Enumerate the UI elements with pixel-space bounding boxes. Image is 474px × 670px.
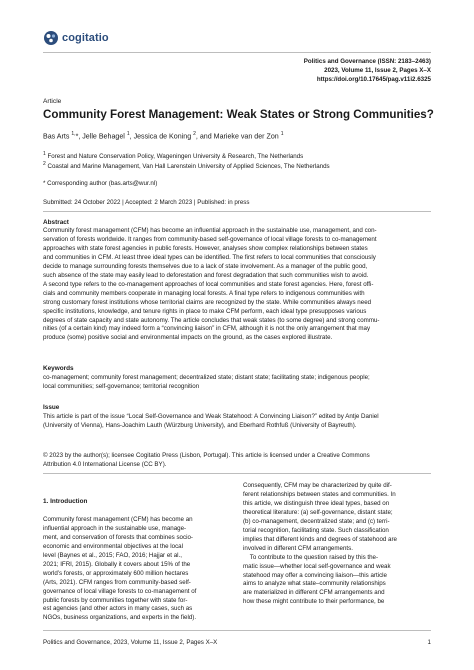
submission-dates: Submitted: 24 October 2022 | Accepted: 2 March 2023 | Published: in press	[43, 199, 250, 206]
abstract-line: servation of forests worldwide. It ranges from community-based self-governance of local village forests to co-management	[43, 235, 377, 243]
abstract-line: such absence of the state may easily lead to deforestation and forest degradation that such communities wish to avoid.	[43, 271, 369, 279]
body-line: public forests by communities together with state for-	[43, 596, 188, 604]
body-line: influential approach in the sustainable use, manage-	[43, 524, 187, 532]
author-sup: 1	[280, 131, 284, 137]
author-text: , and Marieke van der Zon	[195, 132, 281, 141]
body-line: (b) co-management, decentralized state; and (c) terri-	[243, 517, 390, 525]
copyright-notice	[43, 452, 431, 470]
copyright-line: © 2023 by the author(s); licensee Cogitatio Press (Lisbon, Portugal). This article is licensed under a Creative Commons	[43, 452, 370, 459]
body-column-left	[43, 498, 231, 623]
body-line: est agencies (and other actors in many cases, such as	[43, 605, 193, 613]
body-line: Consequently, CFM may be characterized by quite dif-	[243, 482, 392, 489]
author-sup: 2	[193, 131, 196, 137]
body-line: ferent relationships between states and communities. In	[243, 490, 396, 498]
affiliation-number: 1	[43, 151, 46, 157]
abstract-line: specific institutions, knowledge, and tenure rights in place to make CFM perform, each ideal type presupposes various	[43, 307, 367, 315]
keywords-body	[43, 374, 431, 392]
body-line: this article, we distinguish three ideal types, based on	[243, 499, 390, 507]
abstract-line: approaches with state forest agencies in public forests. However, analyses show complex relationships between states	[43, 244, 368, 252]
footer-citation: Politics and Governance, 2023, Volume 11, Issue 2, Pages X–X	[43, 639, 218, 646]
header-divider	[43, 52, 431, 53]
dates-divider	[43, 211, 431, 212]
body-line: world’s forests, or approximately 600 million hectares	[43, 569, 189, 577]
abstract-line: nities (of a certain kind) may indeed form a “convincing liaison” in CFM, although it is not the only arrangement that may	[43, 325, 371, 333]
affiliation-number: 2	[43, 161, 46, 167]
body-line: To contribute to the question raised by this the-	[243, 553, 379, 561]
cogitatio-logo	[43, 30, 109, 46]
body-line: are materialized in different CFM arrangements and	[243, 589, 385, 597]
author-sup: 1	[126, 131, 130, 137]
issue-body	[43, 413, 431, 431]
body-divider	[43, 473, 431, 474]
abstract-line: strong customary forest institutions whose territorial claims are recognized by the state. While communities always need	[43, 298, 372, 306]
body-line: ment, and conservation of forests that combines socio-	[43, 533, 193, 541]
journal-info	[304, 57, 431, 85]
body-line: NGOs, business organizations, and experts in the field).	[43, 614, 197, 622]
author-sup: 1,	[71, 131, 76, 137]
affiliation	[43, 151, 303, 160]
body-line: torial recognition, facilitating state. Such classification	[243, 526, 389, 534]
abstract-line: A second type refers to the co-management approaches of local communities and state forest agencies. Here, forest offi-	[43, 280, 374, 288]
issue-heading: Issue	[43, 404, 60, 411]
journal-doi[interactable]: https://doi.org/10.17645/pag.v11i2.6325	[316, 76, 431, 84]
keywords-heading: Keywords	[43, 365, 74, 372]
body-line: aims to analyze what state–community relationships	[243, 580, 386, 588]
keywords-line: co-management; community forest management; decentralized state; distant state; facilitating state; indigenous people;	[43, 374, 370, 381]
brand-name: cogitatio	[62, 32, 109, 44]
body-line: statehood may offer a convincing liaison—this article	[243, 571, 387, 579]
body-line: how these might contribute to their performance, be	[243, 598, 385, 606]
body-line: implies that different kinds and degrees of statehood are	[243, 535, 397, 543]
footer-divider	[43, 630, 431, 631]
abstract-line: produce (some) positive social and environmental impacts on the ground, as the cases explored illustrate.	[43, 334, 333, 342]
body-line: 2021; IFRI, 2015). Globally it covers about 15% of the	[43, 560, 191, 568]
author-text: , Jessica de Koning	[129, 132, 194, 141]
body-column-right	[243, 482, 431, 607]
article-title: Community Forest Management: Weak States or Strong Communities?	[43, 108, 434, 121]
abstract-line: decide to manage surrounding forests themselves due to a lack of state involvement. As a manager of the public good,	[43, 262, 368, 270]
body-line: (Arts, 2021). CFM ranges from community-based self-	[43, 578, 191, 586]
body-line: involved in different CFM arrangements.	[243, 544, 353, 552]
keywords-line: local communities; self-governance; territorial recognition	[43, 382, 200, 390]
author-text: *, Jelle Behagel	[75, 132, 127, 141]
issue-line: (University of Vienna), Hans-Joachim Lauth (Würzburg University), and Eberhard Rothfuß (University of Bayreuth).	[43, 421, 357, 429]
author-text: Bas Arts	[43, 132, 72, 141]
abstract-line: cials and community members cooperate in managing local forests. A final type refers to indigenous communities with	[43, 289, 365, 297]
affiliation-text: Forest and Nature Conservation Policy, Wageningen University & Research, The Netherlands	[45, 153, 304, 161]
author-list	[43, 131, 283, 140]
body-line: theoretical literature: (a) self-governance, distant state;	[243, 508, 393, 516]
body-line: level (Baynes et al., 2015; FAO, 2016; Hajjar et al.,	[43, 551, 182, 559]
cogitatio-logo-icon	[43, 30, 59, 46]
body-line: economic and environmental objectives at the local	[43, 542, 183, 550]
affiliation	[43, 161, 330, 170]
abstract-line: and communities in CFM. At least three ideal types can be identified. The first refers to local communities that consciously	[43, 253, 376, 261]
body-line: Community forest management (CFM) has become an	[43, 515, 193, 523]
body-line: matic issue—whether local self-governance and weak	[243, 562, 391, 570]
issue-line: This article is part of the issue “Local Self-Governance and Weak Statehood: A Convincing Liaison?” edited by Antje Daniel	[43, 413, 379, 420]
page-number: 1	[427, 639, 431, 646]
journal-name: Politics and Governance (ISSN: 2183–2463)	[303, 58, 431, 65]
article-type: Article	[43, 98, 62, 105]
section-heading: 1. Introduction	[43, 498, 88, 505]
copyright-line: Attribution 4.0 International License (CC BY).	[43, 460, 167, 468]
journal-volume: 2023, Volume 11, Issue 2, Pages X–X	[324, 67, 431, 75]
corresponding-author: * Corresponding author (bas.arts@wur.nl)	[43, 180, 158, 187]
affiliation-text: Coastal and Marine Management, Van Hall Larenstein University of Applied Sciences, The Netherlands	[45, 163, 330, 171]
abstract-body	[43, 227, 431, 343]
abstract-heading: Abstract	[43, 219, 69, 226]
abstract-line: Community forest management (CFM) has become an influential approach in the sustainable use, management, and con-	[43, 227, 377, 234]
abstract-line: degrees of state capacity and state autonomy. The article concludes that weak states (to some degree) and strong commu-	[43, 316, 380, 324]
body-line: governance of local village forests to co-management of	[43, 587, 197, 595]
